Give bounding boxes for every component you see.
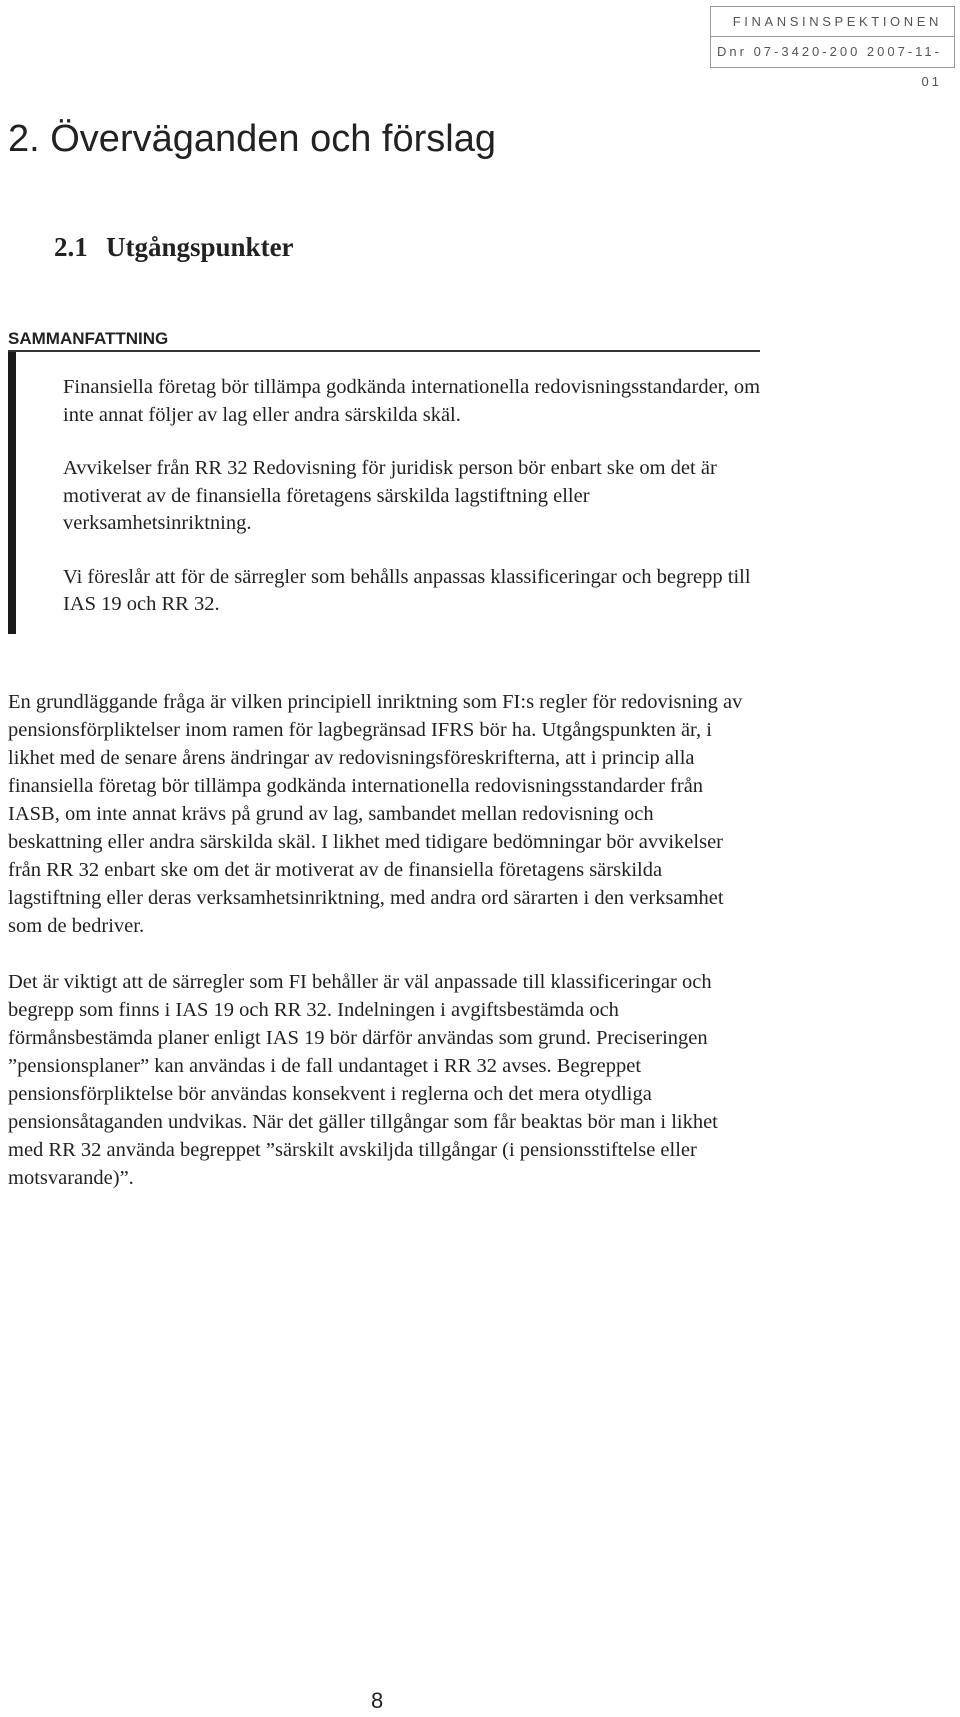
section-title: Utgångspunkter: [106, 232, 294, 262]
summary-paragraph: Finansiella företag bör tillämpa godkända internationella redovisningsstandarder, om inte annat följer av lag eller andra särskilda skäl.: [63, 376, 761, 426]
summary-divider: [8, 350, 760, 352]
summary-paragraph: Vi föreslår att för de särregler som behålls anpassas klassificeringar och begrepp till IAS 19 och RR 32.: [63, 565, 751, 615]
header-reference: Dnr 07-3420-200 2007-11-01: [717, 44, 942, 89]
page-number: 8: [371, 1688, 384, 1713]
summary-label: SAMMANFATTNING: [8, 329, 169, 348]
body-paragraph: Det är viktigt att de särregler som FI behåller är väl anpassade till klassificeringar och begrepp som finns i IAS 19 och RR 32. Indelningen i avgiftsbestämda och förmånsbestämda planer enligt IAS 19 bör därför användas som grund. Preciseringen ”pensionsplaner” kan användas i de fall undantaget i RR 32 avses. Begreppet pensionsförpliktelse bör användas konsekvent i reglerna och det mera otydliga pensionsåtaganden undvikas. När det gäller tillgångar som får beaktas bör man i likhet med RR 32 använda begreppet ”särskilt avskiljda tillgångar (i pensionsstiftelse eller motsvarande)”.: [8, 971, 718, 1189]
section-number: 2.1: [54, 232, 88, 262]
body-paragraph: En grundläggande fråga är vilken principiell inriktning som FI:s regler för redovisning av pensionsförpliktelser inom ramen för lagbegränsad IFRS bör ha. Utgångspunkten är, i likhet med de senare årens ändringar av redovisningsföreskrifterna, att i princip alla finansiella företag bör tillämpa godkända internationella redovisningsstandarder från IASB, om inte annat krävs på grund av lag, sambandet mellan redovisning och beskattning eller andra särskilda skäl. I likhet med tidigare bedömningar bör avvikelser från RR 32 enbart ske om det är motiverat av de finansiella företagens särskilda lagstiftning eller deras verksamhetsinriktning, med andra ord särarten i den verksamhet som de bedriver.: [8, 691, 743, 937]
summary-side-bar: [8, 352, 16, 634]
section-heading: [54, 232, 294, 263]
document-header: [710, 6, 955, 89]
summary-box: [63, 374, 763, 619]
chapter-title: 2. Överväganden och förslag: [8, 118, 496, 160]
body-text: [8, 688, 753, 1220]
header-organization: FINANSINSPEKTIONEN: [711, 7, 954, 37]
summary-paragraph: Avvikelser från RR 32 Redovisning för juridisk person bör enbart ske om det är motiverat av de finansiella företagens särskilda lagstiftning eller verksamhetsinriktning.: [63, 457, 717, 534]
